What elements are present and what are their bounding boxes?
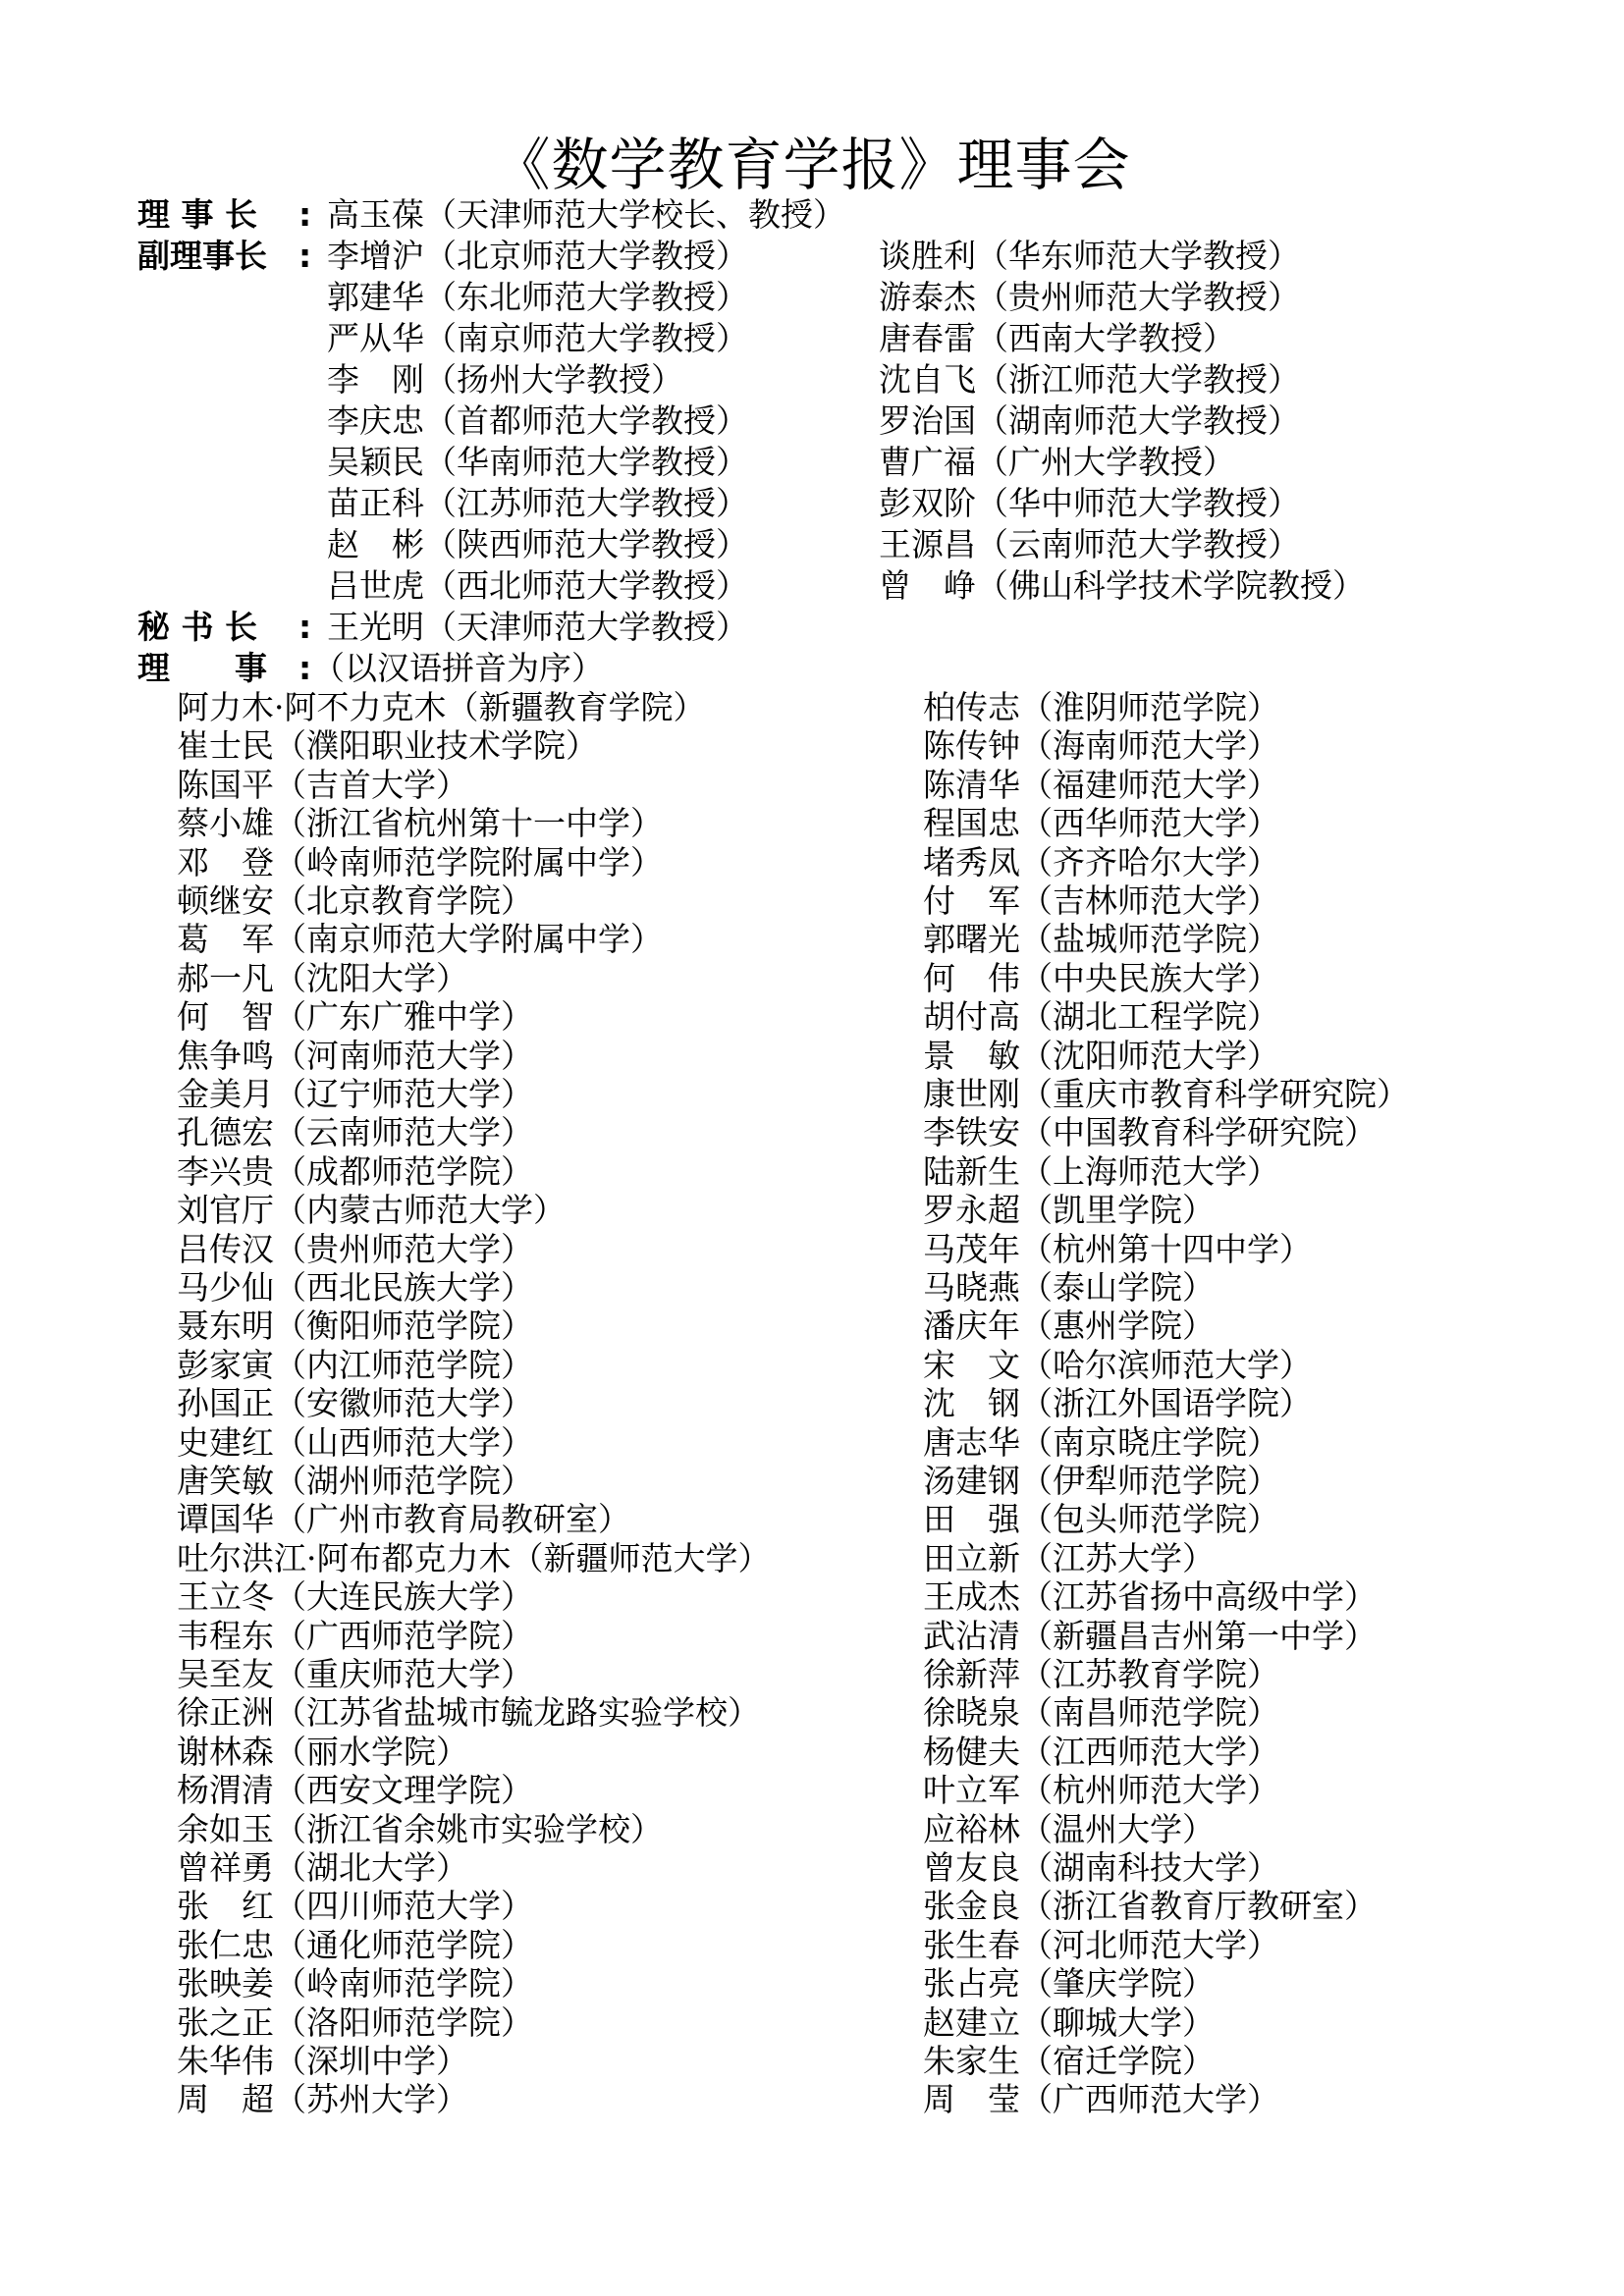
director-name: 韦程东 [177,1616,274,1655]
director-name: 聂东明 [177,1307,274,1346]
director-affiliation: （哈尔滨师范大学） [1020,1345,1312,1384]
director-affiliation: （湖北大学） [274,1848,468,1887]
director-affiliation: （上海师范大学） [1020,1151,1279,1191]
vice-chairman: 赵 彬（陕西师范大学教授） [327,525,748,563]
director-name: 李兴贵 [177,1151,274,1191]
director-affiliation: （安徽师范大学） [274,1384,533,1423]
director-name: 柏传志 [923,688,1020,726]
director-entry [177,1617,533,1656]
director-affiliation: （南京师范大学附属中学） [274,920,663,959]
colon: : [298,608,312,646]
director-entry [923,1733,1279,1772]
director-affiliation: （衡阳师范学院） [274,1307,533,1346]
director-affiliation: （广西师范学院） [274,1616,533,1655]
director-entry [923,1230,1312,1269]
director-affiliation: （惠州学院） [1020,1307,1215,1346]
director-entry [923,688,1279,727]
director-affiliation: （伊犁师范学院） [1020,1462,1279,1500]
director-name: 曾祥勇 [177,1848,274,1887]
director-name: 杨健夫 [923,1732,1020,1771]
director-entry [177,766,468,805]
director-entry [177,1848,468,1888]
director-affiliation: （深圳中学） [274,2042,468,2080]
director-entry [177,959,468,998]
director-affiliation: （重庆师范大学） [274,1655,533,1693]
director-entry [177,1152,533,1192]
director-name: 唐笑敏 [177,1462,274,1500]
chairman-label: 理 事 长 [137,195,257,234]
director-name: 叶立军 [923,1771,1020,1810]
director-name: 朱家生 [923,2042,1020,2080]
director-affiliation: （新疆教育学院） [446,688,706,726]
director-affiliation: （吉首大学） [274,765,468,804]
director-name: 金美月 [177,1075,274,1113]
director-entry [177,1462,533,1501]
director-entry [923,1539,1215,1578]
secretary-general-label: 秘 书 长 [137,608,257,646]
director-affiliation: （四川师范大学） [274,1887,533,1926]
director-name: 陈清华 [923,765,1020,804]
director-name: 吴至友 [177,1655,274,1693]
director-affiliation: （云南师范大学） [274,1113,533,1152]
director-affiliation: （宿迁学院） [1020,2042,1215,2080]
director-entry [923,1268,1215,1308]
director-name: 何 伟 [923,958,1020,997]
director-entry [923,1617,1377,1656]
director-affiliation: （湖北工程学院） [1020,997,1279,1037]
director-entry [177,1191,566,1230]
director-affiliation: （齐齐哈尔大学） [1020,842,1279,881]
director-affiliation: （泰山学院） [1020,1268,1215,1307]
vice-chairman: 谈胜利（华东师范大学教授） [879,237,1300,275]
director-affiliation: （杭州第十四中学） [1020,1229,1312,1268]
director-name: 刘官厅 [177,1191,274,1230]
director-name: 沈 钢 [923,1384,1020,1423]
director-entry [177,1230,533,1269]
director-entry [923,1113,1377,1152]
director-name: 张占亮 [923,1964,1020,2003]
director-name: 陈传钟 [923,726,1020,766]
director-affiliation: （内江师范学院） [274,1345,533,1384]
vice-chairmen-row [0,237,1624,276]
director-name: 陆新生 [923,1151,1020,1191]
director-affiliation: （新疆师范大学） [511,1538,771,1577]
director-entry [923,997,1279,1037]
director-affiliation: （吉林师范大学） [1020,881,1279,920]
director-name: 马晓燕 [923,1268,1020,1307]
director-affiliation: （杭州师范大学） [1020,1771,1279,1810]
director-affiliation: （山西师范大学） [274,1422,533,1462]
director-entry [177,1733,468,1772]
director-entry [923,1346,1312,1385]
director-affiliation: （丽水学院） [274,1732,468,1771]
director-name: 张生春 [923,1925,1020,1964]
director-name: 陈国平 [177,765,274,804]
director-affiliation: （重庆市教育科学研究院） [1020,1075,1409,1113]
director-name: 张金良 [923,1887,1020,1926]
director-affiliation: （江苏教育学院） [1020,1655,1279,1693]
director-entry [923,1462,1279,1501]
director-entry [923,1152,1279,1192]
director-affiliation: （沈阳师范大学） [1020,1036,1279,1075]
vice-chairman: 曹广福（广州大学教授） [879,443,1235,481]
director-name: 张 红 [177,1887,274,1926]
director-entry [177,1307,533,1346]
director-name: 谭国华 [177,1500,274,1539]
director-affiliation: （湖南科技大学） [1020,1848,1279,1887]
director-entry [177,726,598,766]
director-entry [177,1771,533,1810]
director-affiliation: （淮阴师范学院） [1020,688,1279,726]
director-name: 徐新萍 [923,1655,1020,1693]
director-affiliation: （苏州大学） [274,2080,468,2119]
director-name: 付 军 [923,881,1020,920]
director-name: 杨渭清 [177,1771,274,1810]
director-affiliation: （南昌师范学院） [1020,1693,1279,1733]
colon: : [298,195,312,234]
director-affiliation: （内蒙古师范大学） [274,1191,566,1230]
director-entry [923,1500,1279,1539]
director-name: 郝一凡 [177,958,274,997]
director-affiliation: （通化师范学院） [274,1925,533,1964]
director-entry [177,1693,760,1733]
director-entry [923,1887,1377,1926]
director-name: 孙国正 [177,1384,274,1423]
director-entry [923,1693,1279,1733]
director-entry [177,688,706,727]
director-entry [923,766,1279,805]
secretary-general-entry: 王光明（天津师范大学教授） [327,608,748,646]
director-entry [177,1500,630,1539]
director-name: 孔德宏 [177,1113,274,1152]
director-entry [923,1423,1279,1463]
director-entry [177,1539,771,1578]
colon: : [298,649,312,687]
director-entry [177,1655,533,1694]
director-affiliation: （北京教育学院） [274,881,533,920]
director-entry [923,804,1279,843]
director-affiliation: （中国教育科学研究院） [1020,1113,1377,1152]
director-entry [923,726,1279,766]
director-affiliation: （福建师范大学） [1020,765,1279,804]
chairman-row [0,195,1624,235]
director-entry [923,1771,1279,1810]
director-name: 徐正洲 [177,1693,274,1733]
vice-chairman: 李增沪（北京师范大学教授） [327,237,748,275]
director-name: 何 智 [177,997,274,1037]
director-name: 史建红 [177,1422,274,1462]
director-entry [177,1423,533,1463]
vice-chairman: 唐春雷（西南大学教授） [879,319,1235,357]
director-affiliation: （南京晓庄学院） [1020,1422,1279,1462]
vice-chairman: 王源昌（云南师范大学教授） [879,525,1300,563]
director-entry [923,843,1279,882]
director-name: 罗永超 [923,1191,1020,1230]
director-entry [177,1577,533,1617]
director-name: 李铁安 [923,1113,1020,1152]
director-name: 张之正 [177,2002,274,2042]
director-entry [923,1191,1215,1230]
director-affiliation: （浙江省余姚市实验学校） [274,1809,663,1848]
director-name: 吐尔洪江·阿布都克力木 [177,1538,512,1577]
colon: : [298,237,312,275]
director-name: 王立冬 [177,1577,274,1617]
director-entry [923,1655,1279,1694]
vice-chairman: 李 刚（扬州大学教授） [327,360,683,399]
director-entry [177,1810,663,1849]
directors-label: 理 事 [137,649,267,687]
director-name: 郭曙光 [923,920,1020,959]
director-affiliation: （岭南师范学院附属中学） [274,842,663,881]
director-name: 堵秀凤 [923,842,1020,881]
director-entry [177,2042,468,2081]
vice-chairman: 严从华（南京师范大学教授） [327,319,748,357]
director-name: 张仁忠 [177,1925,274,1964]
director-affiliation: （新疆昌吉州第一中学） [1020,1616,1377,1655]
director-entry [923,881,1279,921]
director-name: 马茂年 [923,1229,1020,1268]
director-name: 景 敏 [923,1036,1020,1075]
director-name: 唐志华 [923,1422,1020,1462]
directors-header-row [0,649,1624,688]
director-affiliation: （西安文理学院） [274,1771,533,1810]
director-affiliation: （温州大学） [1020,1809,1215,1848]
director-entry [177,920,663,959]
director-affiliation: （江苏大学） [1020,1538,1215,1577]
vice-chairman: 沈自飞（浙江师范大学教授） [879,360,1300,399]
director-name: 宋 文 [923,1345,1020,1384]
secretary-general-row [0,608,1624,647]
director-entry [177,2080,468,2119]
director-name: 田立新 [923,1538,1020,1577]
director-affiliation: （海南师范大学） [1020,726,1279,766]
director-entry [923,1384,1312,1423]
director-name: 葛 军 [177,920,274,959]
director-affiliation: （湖州师范学院） [274,1462,533,1500]
director-entry [923,1964,1215,2003]
director-name: 焦争鸣 [177,1036,274,1075]
director-name: 胡付高 [923,997,1020,1037]
director-name: 张映姜 [177,1964,274,2003]
director-name: 崔士民 [177,726,274,766]
page-title: 《数学教育学报》理事会 [493,132,1131,198]
director-name: 吕传汉 [177,1229,274,1268]
director-entry [923,1810,1215,1849]
director-name: 应裕林 [923,1809,1020,1848]
director-name: 朱华伟 [177,2042,274,2080]
director-entry [177,1037,533,1076]
director-name: 徐晓泉 [923,1693,1020,1733]
director-affiliation: （广州市教育局教研室） [274,1500,630,1539]
director-entry [177,1384,533,1423]
director-affiliation: （河北师范大学） [1020,1925,1279,1964]
director-name: 马少仙 [177,1268,274,1307]
director-name: 邓 登 [177,842,274,881]
director-entry [923,2042,1215,2081]
director-affiliation: （岭南师范学院） [274,1964,533,2003]
director-name: 康世刚 [923,1075,1020,1113]
director-name: 蔡小雄 [177,804,274,843]
director-entry [923,2080,1279,2119]
director-name: 田 强 [923,1500,1020,1539]
director-affiliation: （中央民族大学） [1020,958,1279,997]
director-entry [177,881,533,921]
director-name: 潘庆年 [923,1307,1020,1346]
director-name: 顿继安 [177,881,274,920]
vice-chairman: 曾 峥（佛山科学技术学院教授） [879,566,1365,605]
director-name: 周 超 [177,2080,274,2119]
director-name: 程国忠 [923,804,1020,843]
director-entry [177,804,663,843]
director-name: 余如玉 [177,1809,274,1848]
director-entry [923,1926,1279,1965]
director-affiliation: （浙江省教育厅教研室） [1020,1887,1377,1926]
director-entry [177,997,533,1037]
director-name: 谢林森 [177,1732,274,1771]
chairman-entry: 高玉葆（天津师范大学校长、教授） [327,195,845,234]
director-affiliation: （江苏省扬中高级中学） [1020,1577,1377,1617]
director-entry [923,959,1279,998]
vice-chairman: 吴颖民（华南师范大学教授） [327,443,748,481]
vice-chairmen-label: 副理事长 [137,237,267,275]
director-entry [923,1307,1215,1346]
vice-chairman: 苗正科（江苏师范大学教授） [327,484,748,522]
vice-chairman: 彭双阶（华中师范大学教授） [879,484,1300,522]
director-name: 彭家寅 [177,1345,274,1384]
director-entry [177,1964,533,2003]
director-affiliation: （洛阳师范学院） [274,2002,533,2042]
vice-chairman: 郭建华（东北师范大学教授） [327,278,748,316]
director-name: 阿力木·阿不力克木 [177,688,447,726]
vice-chairman: 罗治国（湖南师范大学教授） [879,401,1300,440]
director-name: 汤建钢 [923,1462,1020,1500]
director-name: 武沾清 [923,1616,1020,1655]
director-affiliation: （成都师范学院） [274,1151,533,1191]
director-entry [177,1926,533,1965]
director-affiliation: （西华师范大学） [1020,804,1279,843]
director-affiliation: （西北民族大学） [274,1268,533,1307]
director-affiliation: （沈阳大学） [274,958,468,997]
director-affiliation: （盐城师范学院） [1020,920,1279,959]
director-entry [177,1268,533,1308]
director-name: 曾友良 [923,1848,1020,1887]
directors-order-note: （以汉语拼音为序） [312,649,604,687]
director-entry [177,1113,533,1152]
director-entry [177,1887,533,1926]
director-entry [177,1346,533,1385]
director-affiliation: （浙江省杭州第十一中学） [274,804,663,843]
director-entry [923,1037,1279,1076]
vice-chairman: 吕世虎（西北师范大学教授） [327,566,748,605]
director-affiliation: （大连民族大学） [274,1577,533,1617]
director-affiliation: （包头师范学院） [1020,1500,1279,1539]
director-affiliation: （贵州师范大学） [274,1229,533,1268]
director-affiliation: （聊城大学） [1020,2002,1215,2042]
director-name: 周 莹 [923,2080,1020,2119]
director-name: 赵建立 [923,2002,1020,2042]
director-affiliation: （辽宁师范大学） [274,1075,533,1113]
director-entry [923,1075,1409,1114]
director-entry [923,920,1279,959]
director-entry [923,2003,1215,2043]
director-name: 王成杰 [923,1577,1020,1617]
director-entry [177,843,663,882]
director-affiliation: （凯里学院） [1020,1191,1215,1230]
director-affiliation: （肇庆学院） [1020,1964,1215,2003]
director-affiliation: （河南师范大学） [274,1036,533,1075]
director-affiliation: （濮阳职业技术学院） [274,726,598,766]
director-entry [177,1075,533,1114]
director-affiliation: （广西师范大学） [1020,2080,1279,2119]
director-entry [177,2003,533,2043]
vice-chairman: 游泰杰（贵州师范大学教授） [879,278,1300,316]
director-affiliation: （江苏省盐城市毓龙路实验学校） [274,1693,760,1733]
director-entry [923,1848,1279,1888]
director-affiliation: （浙江外国语学院） [1020,1384,1312,1423]
director-affiliation: （江西师范大学） [1020,1732,1279,1771]
vice-chairman: 李庆忠（首都师范大学教授） [327,401,748,440]
director-affiliation: （广东广雅中学） [274,997,533,1037]
director-entry [923,1577,1377,1617]
